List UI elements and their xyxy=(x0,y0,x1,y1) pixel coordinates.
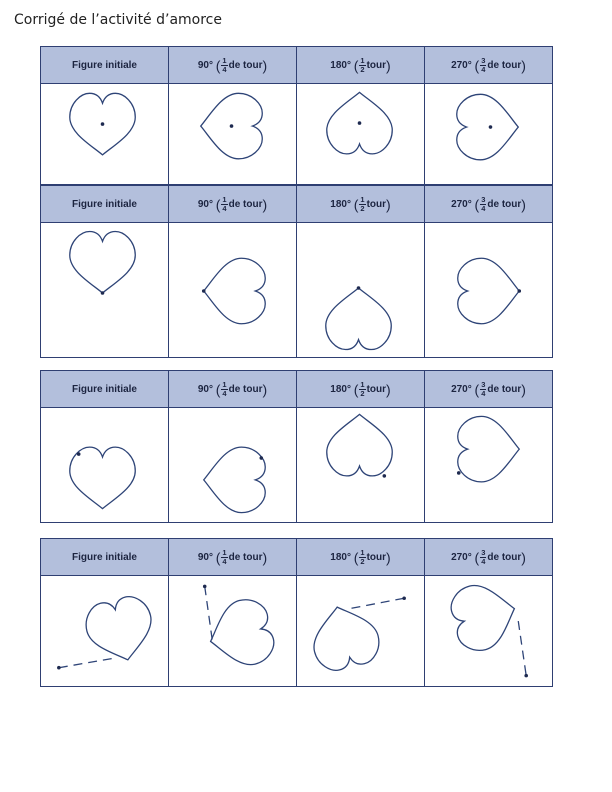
heart-figure xyxy=(425,84,552,184)
header-270: 270° ( $\frac{3}{4}$ de tour) xyxy=(425,371,553,408)
cell-initial xyxy=(41,84,169,185)
cell-initial xyxy=(41,408,169,523)
dashed-segment xyxy=(205,586,213,643)
dashed-segment xyxy=(59,658,117,668)
rotation-center-dot xyxy=(101,122,105,126)
rotation-center-dot xyxy=(402,596,406,600)
rotation-center-dot xyxy=(230,124,234,128)
header-270: 270° ( $\frac{3}{4}$ de tour) xyxy=(425,186,553,223)
heart-figure xyxy=(425,408,552,522)
rotation-center-dot xyxy=(517,289,521,293)
rotation-center-dot xyxy=(489,125,493,129)
rotation-center-dot xyxy=(358,121,362,125)
rotation-center-dot xyxy=(202,289,206,293)
header-270: 270° ( $\frac{3}{4}$ de tour) xyxy=(425,539,553,576)
heart-figure xyxy=(425,576,552,686)
cell-270 xyxy=(425,408,553,523)
cell-270 xyxy=(425,84,553,185)
page-title: Corrigé de l’activité d’amorce xyxy=(14,12,222,28)
header-180: 180° ( $\frac{1}{2}$ tour) xyxy=(297,186,425,223)
heart-figure xyxy=(169,84,296,184)
heart-figure xyxy=(297,576,424,686)
dashed-segment xyxy=(518,621,526,676)
header-90: 90° ( $\frac{1}{4}$ de tour) xyxy=(169,371,297,408)
dashed-segment xyxy=(347,598,405,609)
heart-figure xyxy=(41,223,168,357)
heart-figure xyxy=(169,408,296,522)
heart-figure xyxy=(297,408,424,522)
heart-figure xyxy=(297,223,424,357)
rotation-center-dot xyxy=(383,474,387,478)
header-180: 180° ( $\frac{1}{2}$ tour) xyxy=(297,539,425,576)
heart-figure xyxy=(41,84,168,184)
rotation-table-4 xyxy=(40,538,553,687)
rotation-table-2 xyxy=(40,185,553,358)
cell-180 xyxy=(297,408,425,523)
rotation-center-dot xyxy=(259,456,263,460)
rotation-table-3 xyxy=(40,370,553,523)
header-180: 180° ( $\frac{1}{2}$ tour) xyxy=(297,371,425,408)
rotation-center-dot xyxy=(203,585,207,589)
cell-180 xyxy=(297,576,425,687)
heart-figure xyxy=(41,408,168,522)
cell-270 xyxy=(425,576,553,687)
header-90: 90° ( $\frac{1}{4}$ de tour) xyxy=(169,186,297,223)
header-initial: Figure initiale xyxy=(41,186,169,223)
cell-180 xyxy=(297,223,425,358)
cell-180 xyxy=(297,84,425,185)
cell-initial xyxy=(41,576,169,687)
header-initial: Figure initiale xyxy=(41,539,169,576)
header-90: 90° ( $\frac{1}{4}$ de tour) xyxy=(169,539,297,576)
header-180: 180° ( $\frac{1}{2}$ tour) xyxy=(297,47,425,84)
header-90: 90° ( $\frac{1}{4}$ de tour) xyxy=(169,47,297,84)
heart-figure xyxy=(425,223,552,357)
header-initial: Figure initiale xyxy=(41,47,169,84)
cell-270 xyxy=(425,223,553,358)
rotation-table-1 xyxy=(40,46,553,185)
cell-90 xyxy=(169,84,297,185)
rotation-center-dot xyxy=(457,471,461,475)
heart-figure xyxy=(41,576,168,686)
cell-initial xyxy=(41,223,169,358)
rotation-center-dot xyxy=(357,286,361,290)
cell-90 xyxy=(169,223,297,358)
header-270: 270° ( $\frac{3}{4}$ de tour) xyxy=(425,47,553,84)
rotation-center-dot xyxy=(524,674,528,678)
heart-figure xyxy=(169,576,296,686)
rotation-center-dot xyxy=(101,291,105,295)
heart-figure xyxy=(169,223,296,357)
cell-90 xyxy=(169,576,297,687)
heart-figure xyxy=(297,84,424,184)
rotation-center-dot xyxy=(77,452,81,456)
cell-90 xyxy=(169,408,297,523)
header-initial: Figure initiale xyxy=(41,371,169,408)
rotation-center-dot xyxy=(57,666,61,670)
